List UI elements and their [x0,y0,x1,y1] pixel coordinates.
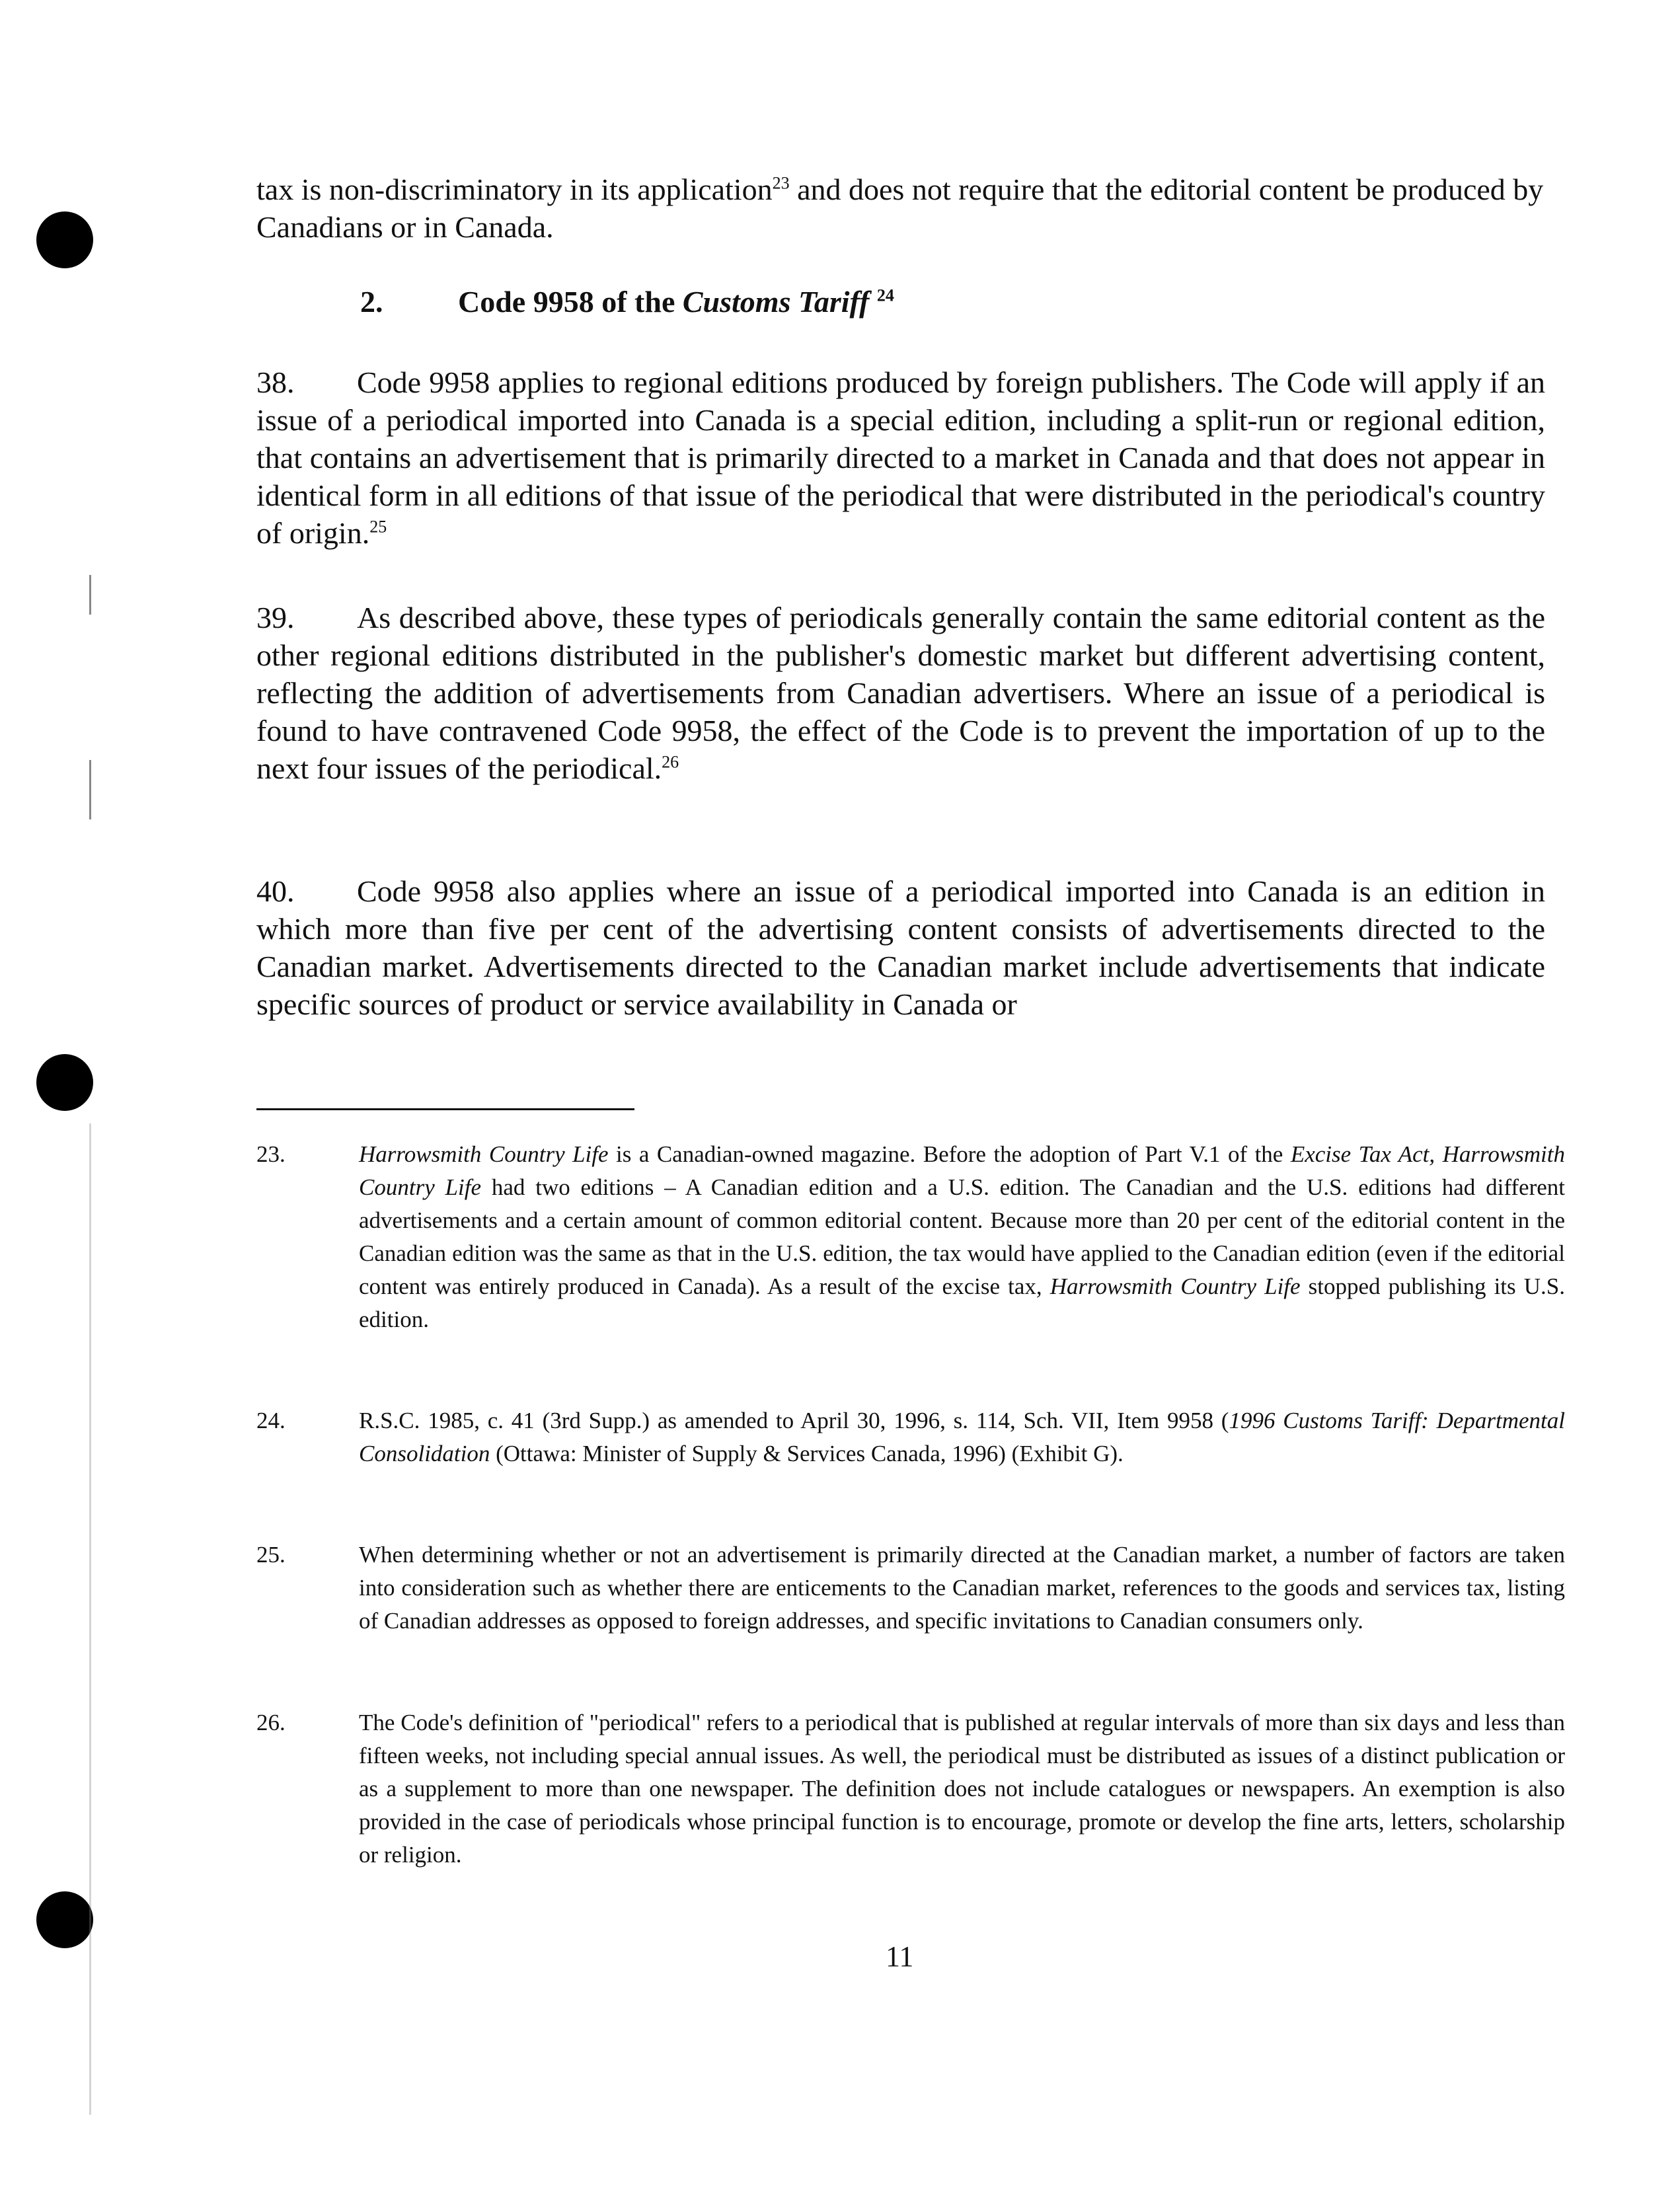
footnote-text: Harrowsmith Country Life is a Canadian-owned magazine. Before the adoption of Part V.1 of the Excise Tax Act, Harrowsmith Country Life had two editions – A Canadian edition and a U.S. edition. The Canadian and the U.S. editions had different advertisements and a certain amount of common editorial content. Because more than 20 per cent of the editorial content in the Canadian edition was the same as that in the U.S. edition, the tax would have applied to the Canadian edition (even if the editorial content was entirely produced in Canada). As a result of the excise tax, Harrowsmith Country Life stopped publishing its U.S. edition. [359,1141,1566,1332]
paragraph-text: Code 9958 applies to regional editions produced by foreign publishers. The Code will apply if an issue of a periodical imported into Canada is a special edition, including a split-run or regional edition, that contains an advertisement that is primarily directed to a market in Canada and that does not appear in identical form in all editions of that issue of the periodical that were distributed in the periodical's country of origin. [256,365,1545,550]
paragraph-text: Code 9958 also applies where an issue of a periodical imported into Canada is an edition in which more than five per cent of the advertising content consists of advertisements directed to the Canadian market. Advertisements directed to the Canadian market include advertisements that indicate specific sources of product or service availability in Canada or [256,874,1545,1021]
footnote-number: 26. [256,1710,286,1735]
continuation-text: tax is non-discriminatory in its application [256,172,773,206]
continuation-text-end: and does not require that the editorial content be produced by Canadians or in Canada. [256,172,1544,244]
footnote-ref: 25 [369,517,387,537]
footnote-separator [256,1108,634,1110]
paragraph-40 [256,872,1545,1023]
footnote-ref: 26 [662,752,679,772]
section-title: Code 9958 of the [458,285,683,319]
punch-hole-middle [36,1054,93,1111]
footnote-text: R.S.C. 1985, c. 41 (3rd Supp.) as amended to April 30, 1996, s. 114, Sch. VII, Item 9958 (1996 Customs Tariff: Departmental Consolidation (Ottawa: Minister of Supply & Services Canada, 1996) (Exhibit G). [359,1408,1565,1466]
paragraph-text: As described above, these types of periodicals generally contain the same editorial content as the other regional editions distributed in the publisher's domestic market but different advertising content, reflecting the addition of advertisements from Canadian advertisers. Where an issue of a periodical is found to have contravened Code 9958, the effect of the Code is to prevent the importation of up to the next four issues of the periodical. [256,601,1545,785]
section-number: 2. [360,285,383,319]
paragraph-39 [256,599,1545,787]
scan-edge-mark [89,575,91,615]
scan-edge-mark [89,760,91,819]
footnote-24 [256,1404,1565,1470]
scan-edge-mark [89,1123,91,2115]
section-heading [360,283,894,321]
footnote-ref: 24 [876,285,894,305]
paragraph-number: 38. [256,365,295,399]
continuation-paragraph [256,171,1545,246]
footnote-26 [256,1706,1565,1872]
footnote-ref: 23 [772,173,790,193]
footnote-number: 25. [256,1542,286,1568]
punch-hole-bottom [36,1891,93,1948]
paragraph-38 [256,363,1545,552]
footnote-25 [256,1538,1565,1638]
paragraph-number: 40. [256,874,295,908]
page-number: 11 [886,1940,914,1973]
footnote-23 [256,1138,1565,1336]
footnote-number: 24. [256,1408,286,1433]
footnote-text: When determining whether or not an advertisement is primarily directed at the Canadian market, a number of factors are taken into consideration such as whether there are enticements to the Canadian market, references to the goods and services tax, listing of Canadian addresses as opposed to foreign addresses, and specific invitations to Canadian consumers only. [359,1542,1565,1634]
paragraph-number: 39. [256,601,295,634]
footnote-text: The Code's definition of "periodical" refers to a periodical that is published at regular intervals of more than six days and less than fifteen weeks, not including special annual issues. As well, the periodical must be distributed as issues of a distinct publication or as a supplement to more than one newspaper. The definition does not include catalogues or newspapers. An exemption is also provided in the case of periodicals whose principal function is to encourage, promote or develop the fine arts, letters, scholarship or religion. [359,1710,1565,1868]
punch-hole-top [36,211,93,268]
footnote-number: 23. [256,1141,286,1167]
section-title-italic: Customs Tariff [682,285,870,319]
